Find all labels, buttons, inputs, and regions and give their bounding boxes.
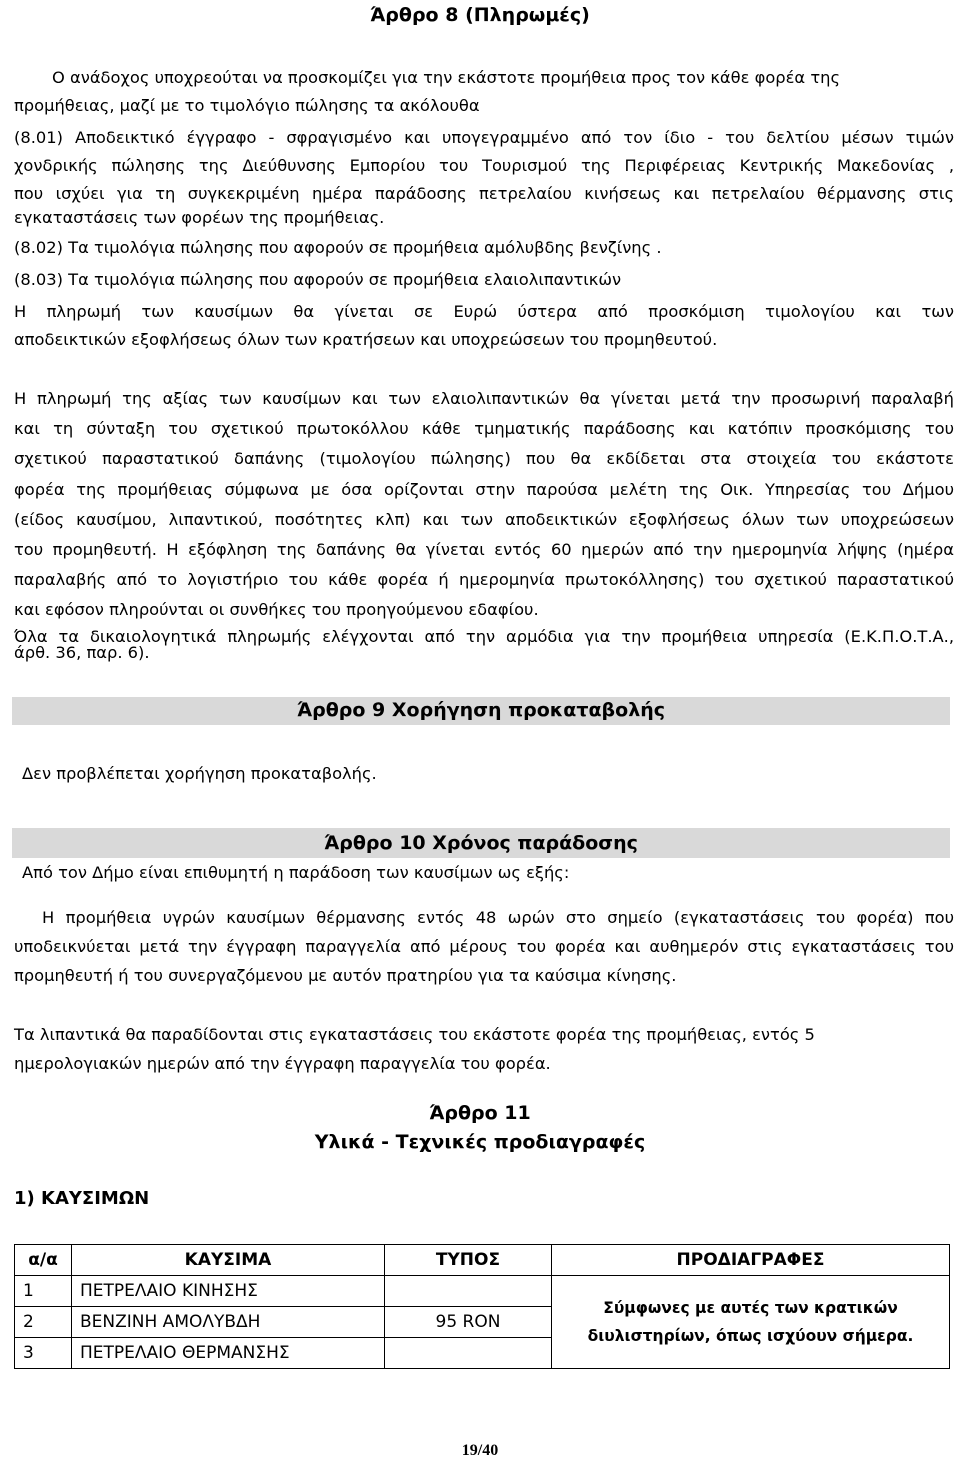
- cell-fuel: ΒΕΝΖΙΝΗ ΑΜΟΛΥΒΔΗ: [72, 1307, 385, 1338]
- payment-terms-line-6: του προμηθευτή. Η εξόφληση της δαπάνης θα γίνεται εντός 60 ημερών από την ημερομηνία λήψης (ημέρα: [14, 540, 954, 560]
- table-row: [15, 1276, 950, 1307]
- cell-fuel: ΠΕΤΡΕΛΑΙΟ ΚΙΝΗΣΗΣ: [72, 1276, 385, 1307]
- payment-terms-line-2: και τη σύνταξη του σχετικού πρωτοκόλλου κάθε τμηματικής παράδοσης και κατόπιν προσκόμισης του: [14, 419, 954, 439]
- item-8-01: [14, 124, 954, 208]
- payment-terms-line-7: παραλαβής από το λογιστήριο του κάθε φορέα ή ημερομηνία πρωτοκόλλησης) του σχετικού παραστατικού: [14, 570, 954, 590]
- payment-terms-line-8: και εφόσον πληρούνται οι συνθήκες του προηγούμενου εδαφίου.: [14, 600, 539, 619]
- payment-line-1: Η πληρωμή των καυσίμων θα γίνεται σε Ευρώ ύστερα από προσκόμιση τιμολογίου και των: [14, 302, 954, 321]
- page-number: 19/40: [461, 1442, 499, 1459]
- cell-type: 95 RON: [385, 1307, 552, 1338]
- article-10-title: Άρθρο 10 Χρόνος παράδοσης: [324, 832, 638, 854]
- article-10-intro: Από τον Δήμο είναι επιθυμητή η παράδοση των καυσίμων ως εξής:: [22, 863, 570, 882]
- payment-terms-paragraph: [14, 384, 954, 595]
- article-10-p2-line-1: Τα λιπαντικά θα παραδίδονται στις εγκαταστάσεις του εκάστοτε φορέα της προμήθειας, εντός 5: [14, 1025, 815, 1044]
- cell-aa: 1: [15, 1276, 72, 1307]
- item-8-01-line-2: χονδρικής πώλησης της Διεύθυνσης Εμπορίου του Τουρισμού της Περιφέρειας Κεντρικής Μακεδονίας ,: [14, 156, 954, 175]
- item-8-03: (8.03) Τα τιμολόγια πώλησης που αφορούν σε προμήθεια ελαιολιπαντικών: [14, 270, 622, 289]
- article-8-title: Άρθρο 8 (Πληρωμές): [370, 4, 590, 26]
- specs-line-1: Σύμφωνες με αυτές των κρατικών: [603, 1299, 898, 1317]
- article-10-p2-line-2: ημερολογιακών ημερών από την έγγραφη παραγγελία του φορέα.: [14, 1054, 551, 1073]
- article-10-p1-line-2: υποδεικνύεται μετά την έγγραφη παραγγελία από μέρους του φορέα και αυθημερόν στις εγκαταστάσεις του: [14, 937, 954, 956]
- item-8-01-line-1: (8.01) Αποδεικτικό έγγραφο - σφραγισμένο και υπογεγραμμένο από τον ίδιο - του δελτίου μέσων τιμών: [14, 128, 954, 147]
- article-11-subtitle: Υλικά - Τεχνικές προδιαγραφές: [314, 1131, 646, 1153]
- article-8-intro-line-1: Ο ανάδοχος υποχρεούται να προσκομίζει για την εκάστοτε προμήθεια προς τον κάθε φορέα της: [52, 68, 841, 87]
- article-10-p1-line-1: Η προμήθεια υγρών καυσίμων θέρμανσης εντός 48 ωρών στο σημείο (εγκαταστάσεις του φορέα) που: [42, 908, 954, 927]
- cell-aa: 2: [15, 1307, 72, 1338]
- item-8-01-line-3: που ισχύει για τη συγκεκριμένη ημέρα παράδοσης πετρελαίου κινήσεως και πετρελαίου θέρμανσης στις: [14, 184, 954, 203]
- payment-terms-line-1: Η πληρωμή της αξίας των καυσίμων και των ελαιολιπαντικών θα γίνεται μετά την προσωρινή παραλαβή: [14, 389, 954, 408]
- payment-terms-line-3: σχετικού παραστατικού δαπάνης (τιμολογίου πώλησης) που θα εκδίδεται στα στοιχεία του εκάστοτε: [14, 449, 954, 469]
- specs-line-2: διυλιστηρίων, όπως ισχύουν σήμερα.: [587, 1327, 914, 1345]
- header-fuel: ΚΑΥΣΙΜΑ: [72, 1245, 385, 1276]
- article-10-heading-band: [12, 828, 950, 858]
- payment-terms-line-5: (είδος καυσίμου, λιπαντικού, ποσότητες κλπ) και των αποδεικτικών εξοφλήσεως όλων των υποχρεώσεων: [14, 509, 954, 529]
- payment-line-2: αποδεικτικών εξοφλήσεως όλων των κρατήσεων και υποχρεώσεων του προμηθευτού.: [14, 330, 718, 349]
- cell-specs: [552, 1276, 950, 1369]
- article-9-title: Άρθρο 9 Χορήγηση προκαταβολής: [296, 699, 666, 721]
- documents-line-2: άρθ. 36, παρ. 6).: [14, 643, 150, 662]
- item-8-02: (8.02) Τα τιμολόγια πώλησης που αφορούν σε προμήθεια αμόλυβδης βενζίνης .: [14, 238, 662, 257]
- header-aa: α/α: [15, 1245, 72, 1276]
- documents-paragraph: [14, 622, 954, 652]
- table-header-row: [15, 1245, 950, 1276]
- article-10-p1-line-3: προμηθευτή ή του συνεργαζόμενου με αυτόν πρατηρίου για τα καύσιμα κίνησης.: [14, 966, 677, 985]
- payment-paragraph: [14, 298, 954, 326]
- cell-type: [385, 1276, 552, 1307]
- cell-fuel: ΠΕΤΡΕΛΑΙΟ ΘΕΡΜΑΝΣΗΣ: [72, 1338, 385, 1369]
- article-10-paragraph-1: [14, 903, 954, 961]
- article-11-title: Άρθρο 11: [429, 1102, 531, 1124]
- article-8-intro-line-2: προμήθειας, μαζί με το τιμολόγιο πώλησης τα ακόλουθα: [14, 96, 480, 115]
- article-9-text: Δεν προβλέπεται χορήγηση προκαταβολής.: [22, 764, 377, 783]
- item-8-01-line-4: εγκαταστάσεις των φορέων της προμήθειας.: [14, 208, 385, 227]
- cell-aa: 3: [15, 1338, 72, 1369]
- article-9-heading-band: [12, 697, 950, 725]
- header-specs: ΠΡΟΔΙΑΓΡΑΦΕΣ: [552, 1245, 950, 1276]
- cell-type: [385, 1338, 552, 1369]
- payment-terms-line-4: φορέα της προμήθειας σύμφωνα με όσα ορίζονται στην παρούσα μελέτη της Οικ. Υπηρεσίας του Δήμου: [14, 479, 954, 499]
- fuel-section-title: 1) ΚΑΥΣΙΜΩΝ: [14, 1188, 150, 1209]
- documents-line-1: Όλα τα δικαιολογητικά πληρωμής ελέγχονται από την αρμόδια για την προμήθεια υπηρεσία (Ε.Κ.Π.Ο.Τ.Α.,: [14, 627, 954, 646]
- header-type: ΤΥΠΟΣ: [385, 1245, 552, 1276]
- fuel-specs-table: [14, 1244, 950, 1369]
